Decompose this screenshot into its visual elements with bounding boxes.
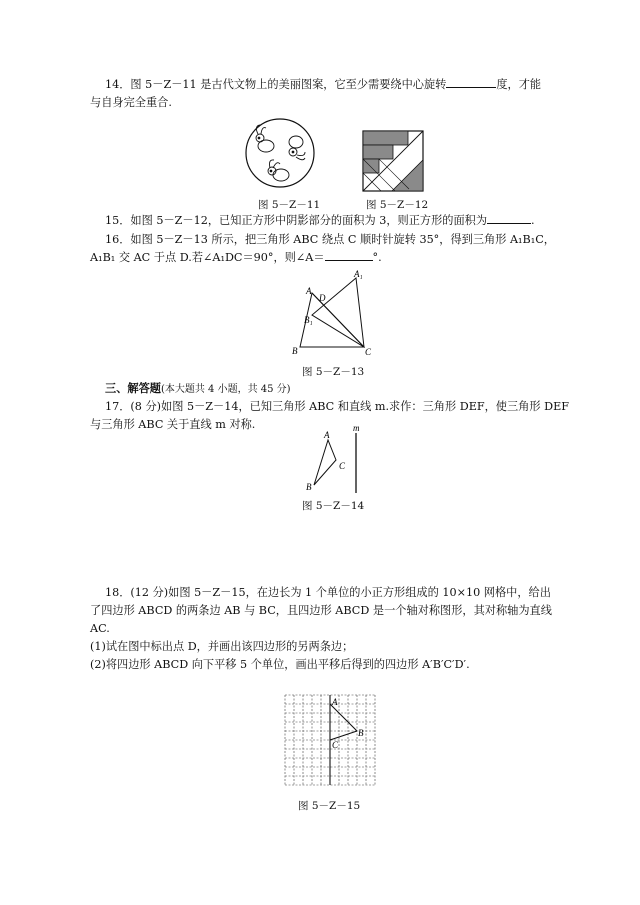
section3-title: 三、解答题: [105, 382, 161, 395]
figure-5-z-15: [280, 690, 380, 790]
fig14-label-b: B: [306, 482, 312, 492]
q18-line3: AC.: [90, 622, 110, 635]
q14-text-a: 14．图 5－Z－11 是古代文物上的美丽图案，它至少需要绕中心旋转: [105, 78, 447, 91]
q17-line2: 与三角形 ABC 关于直线 m 对称.: [90, 418, 256, 431]
q16-text-a: A₁B₁ 交 AC 于点 D.若∠A₁DC＝90°，则∠A＝: [90, 251, 325, 264]
fig13-label-a1: A₁: [354, 269, 363, 279]
q15-line: [105, 213, 535, 228]
q18-line1: 18．(12 分)如图 5－Z－15，在边长为 1 个单位的小正方形组成的 10×10 网格中，给出: [105, 586, 551, 599]
section3-heading: [105, 381, 291, 397]
answer-blank-16[interactable]: [325, 250, 373, 261]
q14-line2: 与自身完全重合.: [90, 96, 172, 109]
fig13-label-c: C: [365, 347, 372, 357]
section3-note: (本大题共 4 小题，共 45 分): [160, 384, 291, 395]
q14-text-b: 度，才能: [496, 78, 542, 91]
answer-blank-14[interactable]: [446, 77, 496, 88]
q18-line2: 了四边形 ABCD 的两条边 AB 与 BC，且四边形 ABCD 是一个轴对称图形，其对称轴为直线: [90, 604, 552, 617]
fig14-label-m: m: [353, 425, 360, 433]
fig13-label-b: B: [292, 346, 298, 356]
fig14-label-c: C: [339, 461, 346, 471]
q18-sub2: (2)将四边形 ABCD 向下平移 5 个单位，画出平移后得到的四边形 A′B′C′D′.: [90, 658, 470, 671]
q15-end: .: [531, 214, 535, 227]
figure-5-z-14: [300, 425, 370, 495]
figure-5-z-12-caption: 图 5－Z－12: [366, 199, 429, 211]
figure-5-z-11: [244, 113, 316, 193]
q14-line1: [105, 77, 541, 92]
figure-5-z-14-caption: 图 5－Z－14: [302, 500, 365, 512]
figure-5-z-13: [288, 268, 388, 360]
q16-line1: 16．如图 5－Z－13 所示，把三角形 ABC 绕点 C 顺时针旋转 35°，得到三角形 A₁B₁C，: [105, 233, 555, 246]
fig15-label-c: C: [332, 740, 339, 750]
figure-5-z-12: [362, 130, 424, 192]
fig15-label-a: A: [332, 697, 338, 707]
figure-5-z-11-caption: 图 5－Z－11: [258, 199, 321, 211]
answer-blank-15[interactable]: [487, 213, 531, 224]
fig13-label-a: A: [306, 286, 312, 296]
fig15-label-b: B: [358, 728, 364, 738]
figure-5-z-15-caption: 图 5－Z－15: [298, 800, 361, 812]
fig13-label-d: D: [319, 293, 326, 303]
fig13-label-b1: B₁: [304, 315, 313, 325]
figure-5-z-13-caption: 图 5－Z－13: [302, 366, 365, 378]
q15-text: 15．如图 5－Z－12，已知正方形中阴影部分的面积为 3，则正方形的面积为: [105, 214, 488, 227]
fig14-label-a: A: [324, 430, 330, 440]
q16-line2: [90, 250, 382, 265]
q18-sub1: (1)试在图中标出点 D，并画出该四边形的另两条边；: [90, 640, 354, 653]
q17-line1: 17．(8 分)如图 5－Z－14，已知三角形 ABC 和直线 m.求作：三角形 DEF，使三角形 DEF: [105, 400, 570, 413]
q16-text-b: °.: [372, 251, 382, 264]
